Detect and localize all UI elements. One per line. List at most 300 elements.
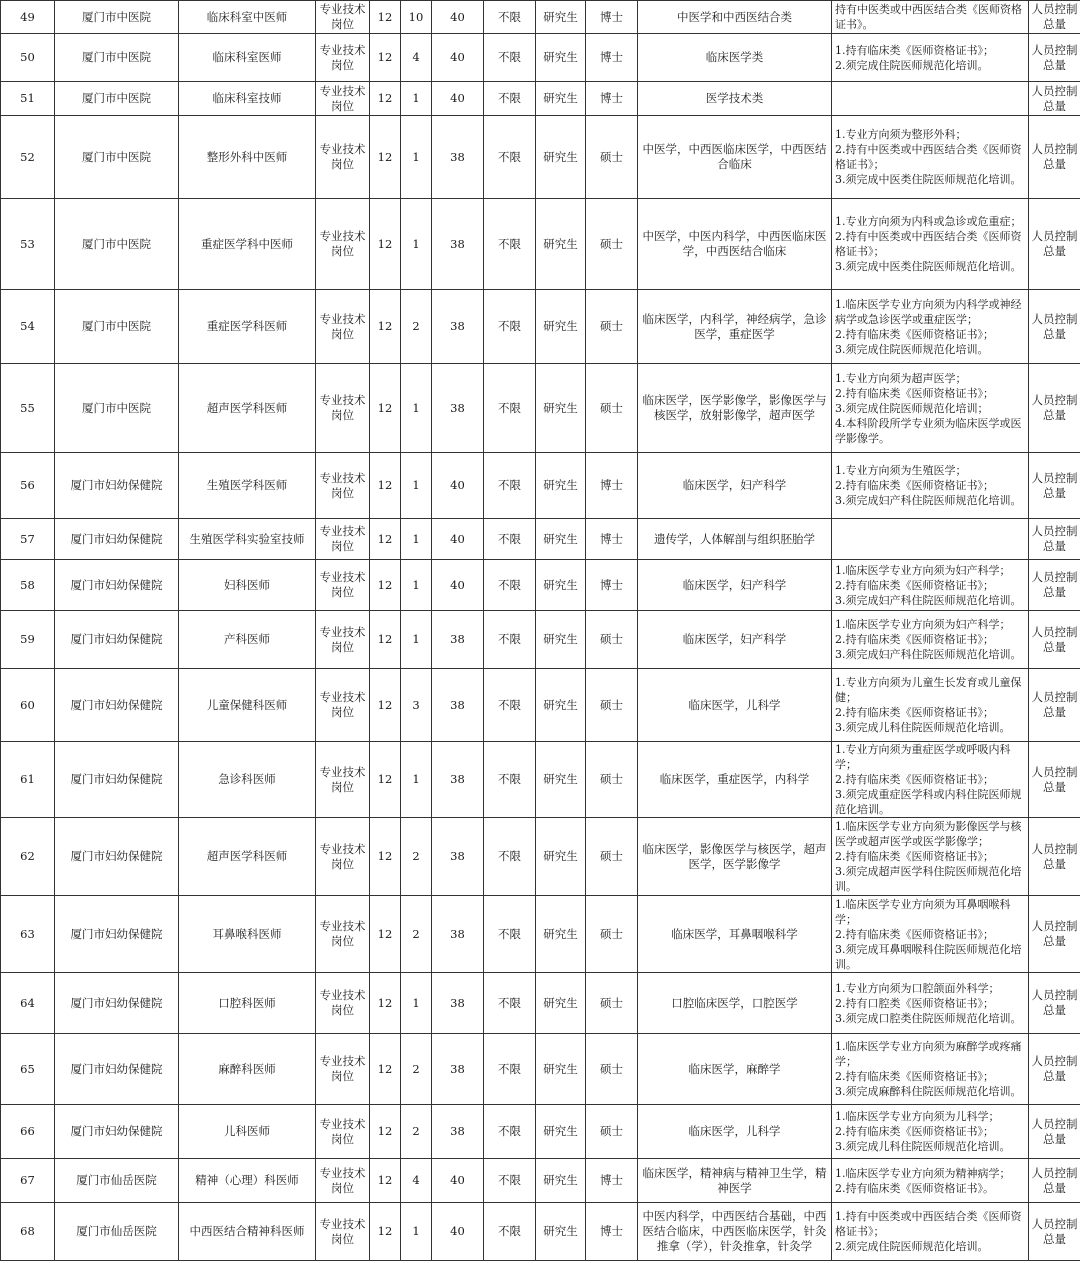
requirement-line: 2.持有临床类《医师资格证书》； (835, 327, 994, 341)
hukou-cell: 不限 (484, 453, 536, 519)
post-cell: 超声医学科医师 (179, 364, 316, 453)
post-cell: 产科医师 (179, 611, 316, 669)
grade-cell: 12 (370, 364, 401, 453)
requirement-line: 1.临床医学专业方向须为妇产科学； (835, 618, 1011, 631)
edu-cell: 研究生 (536, 364, 586, 453)
req-cell (832, 742, 1029, 818)
ctrl-cell: 人员控制总量 (1029, 34, 1080, 82)
num-cell: 1 (401, 199, 432, 290)
req-cell (832, 82, 1029, 116)
req-cell (832, 1105, 1029, 1159)
unit-cell: 厦门市妇幼保健院 (55, 560, 179, 611)
type-cell: 专业技术岗位 (316, 560, 370, 611)
hukou-cell: 不限 (484, 896, 536, 973)
ctrl-cell: 人员控制总量 (1029, 519, 1080, 560)
requirement-line: 2.持有中医类或中西医结合类《医师资格证书》； (835, 230, 1022, 258)
age-cell: 40 (432, 82, 484, 116)
type-cell: 专业技术岗位 (316, 519, 370, 560)
ctrl-cell: 人员控制总量 (1029, 82, 1080, 116)
degree-cell: 博士 (586, 1, 638, 34)
degree-cell: 博士 (586, 560, 638, 611)
requirement-line: 2.持有临床类《医师资格证书》； (835, 1125, 994, 1138)
req-cell (832, 1203, 1029, 1261)
table-row (1, 896, 1080, 973)
type-cell: 专业技术岗位 (316, 1034, 370, 1105)
table-row (1, 290, 1080, 364)
requirement-line: 2.持有临床类《医师资格证书》； (835, 578, 994, 592)
age-cell: 38 (432, 742, 484, 818)
requirement-line: 3.须完成口腔类住院医师规范化培训。 (835, 1011, 1022, 1025)
req-cell (832, 669, 1029, 742)
no-cell: 64 (1, 973, 55, 1034)
requirement-line: 1.临床医学专业方向须为耳鼻咽喉科学； (835, 897, 1011, 926)
requirement-line: 2.持有临床类《医师资格证书》。 (835, 1181, 994, 1195)
req-cell (832, 453, 1029, 519)
ctrl-cell: 人员控制总量 (1029, 290, 1080, 364)
hukou-cell: 不限 (484, 611, 536, 669)
type-cell: 专业技术岗位 (316, 82, 370, 116)
unit-cell: 厦门市妇幼保健院 (55, 669, 179, 742)
age-cell: 38 (432, 116, 484, 199)
degree-cell: 博士 (586, 1203, 638, 1261)
requirement-line: 2.须完成住院医师规范化培训。 (835, 1240, 989, 1253)
requirement-line: 3.须完成住院医师规范化培训。 (835, 342, 989, 356)
post-cell: 精神（心理）科医师 (179, 1159, 316, 1203)
grade-cell: 12 (370, 818, 401, 896)
edu-cell: 研究生 (536, 290, 586, 364)
req-cell (832, 34, 1029, 82)
table-row (1, 199, 1080, 290)
age-cell: 38 (432, 818, 484, 896)
table-row (1, 818, 1080, 896)
post-cell: 生殖医学科医师 (179, 453, 316, 519)
grade-cell: 12 (370, 290, 401, 364)
grade-cell: 12 (370, 116, 401, 199)
ctrl-cell: 人员控制总量 (1029, 818, 1080, 896)
edu-cell: 研究生 (536, 1159, 586, 1203)
major-cell: 临床医学，影像医学与核医学，超声医学，医学影像学 (638, 818, 832, 896)
requirement-line: 3.须完成儿科住院医师规范化培训。 (835, 721, 1011, 734)
no-cell: 53 (1, 199, 55, 290)
num-cell: 3 (401, 669, 432, 742)
major-cell: 遗传学，人体解剖与组织胚胎学 (638, 519, 832, 560)
grade-cell: 12 (370, 1159, 401, 1203)
ctrl-cell: 人员控制总量 (1029, 896, 1080, 973)
major-cell: 临床医学，重症医学，内科学 (638, 742, 832, 818)
degree-cell: 硕士 (586, 669, 638, 742)
num-cell: 2 (401, 290, 432, 364)
major-cell: 临床医学类 (638, 34, 832, 82)
table-row (1, 1034, 1080, 1105)
unit-cell: 厦门市妇幼保健院 (55, 1034, 179, 1105)
requirement-line: 1.专业方向须为儿童生长发育或儿童保健； (835, 676, 1022, 704)
post-cell: 儿科医师 (179, 1105, 316, 1159)
no-cell: 56 (1, 453, 55, 519)
num-cell: 1 (401, 611, 432, 669)
major-cell: 临床医学，妇产科学 (638, 611, 832, 669)
requirement-line: 1.持有临床类《医师资格证书》； (835, 43, 994, 57)
ctrl-cell: 人员控制总量 (1029, 669, 1080, 742)
type-cell: 专业技术岗位 (316, 453, 370, 519)
table-row (1, 1105, 1080, 1159)
table-row (1, 519, 1080, 560)
ctrl-cell: 人员控制总量 (1029, 1203, 1080, 1261)
degree-cell: 硕士 (586, 1105, 638, 1159)
type-cell: 专业技术岗位 (316, 34, 370, 82)
type-cell: 专业技术岗位 (316, 742, 370, 818)
requirement-line: 3.须完成中医类住院医师规范化培训。 (835, 173, 1022, 186)
ctrl-cell: 人员控制总量 (1029, 1105, 1080, 1159)
req-cell (832, 116, 1029, 199)
unit-cell: 厦门市妇幼保健院 (55, 519, 179, 560)
type-cell: 专业技术岗位 (316, 896, 370, 973)
table-row (1, 82, 1080, 116)
edu-cell: 研究生 (536, 669, 586, 742)
age-cell: 40 (432, 1159, 484, 1203)
requirement-line: 1.临床医学专业方向须为妇产科学； (835, 563, 1011, 577)
major-cell: 临床医学，内科学，神经病学，急诊医学，重症医学 (638, 290, 832, 364)
hukou-cell: 不限 (484, 1159, 536, 1203)
hukou-cell: 不限 (484, 560, 536, 611)
major-cell: 临床医学，精神病与精神卫生学，精神医学 (638, 1159, 832, 1203)
type-cell: 专业技术岗位 (316, 818, 370, 896)
requirement-line: 1.临床医学专业方向须为儿科学； (835, 1110, 1000, 1123)
post-cell: 临床科室技师 (179, 82, 316, 116)
requirement-line: 2.持有临床类《医师资格证书》； (835, 479, 994, 492)
no-cell: 68 (1, 1203, 55, 1261)
major-cell: 中医学和中西医结合类 (638, 1, 832, 34)
table-row (1, 453, 1080, 519)
no-cell: 67 (1, 1159, 55, 1203)
hukou-cell: 不限 (484, 199, 536, 290)
post-cell: 临床科室中医师 (179, 1, 316, 34)
requirement-line: 2.持有临床类《医师资格证书》； (835, 633, 994, 646)
grade-cell: 12 (370, 973, 401, 1034)
requirement-line: 3.须完成妇产科住院医师规范化培训。 (835, 648, 1022, 661)
table-row (1, 34, 1080, 82)
major-cell: 中医学，中西医临床医学，中西医结合临床 (638, 116, 832, 199)
grade-cell: 12 (370, 1203, 401, 1261)
unit-cell: 厦门市中医院 (55, 82, 179, 116)
hukou-cell: 不限 (484, 1105, 536, 1159)
num-cell: 1 (401, 364, 432, 453)
edu-cell: 研究生 (536, 1105, 586, 1159)
ctrl-cell: 人员控制总量 (1029, 364, 1080, 453)
requirement-line: 2.持有中医类或中西医结合类《医师资格证书》； (835, 143, 1022, 171)
unit-cell: 厦门市中医院 (55, 34, 179, 82)
num-cell: 1 (401, 82, 432, 116)
unit-cell: 厦门市仙岳医院 (55, 1159, 179, 1203)
ctrl-cell: 人员控制总量 (1029, 611, 1080, 669)
major-cell: 临床医学，妇产科学 (638, 453, 832, 519)
unit-cell: 厦门市妇幼保健院 (55, 896, 179, 973)
requirement-line: 2.持有口腔类《医师资格证书》； (835, 996, 994, 1010)
major-cell: 中医内科学，中西医结合基础，中西医结合临床，中西医临床医学，针灸推拿（学），针灸推拿，针灸学 (638, 1203, 832, 1261)
type-cell: 专业技术岗位 (316, 611, 370, 669)
req-cell (832, 973, 1029, 1034)
degree-cell: 硕士 (586, 896, 638, 973)
major-cell: 临床医学，儿科学 (638, 1105, 832, 1159)
post-cell: 耳鼻喉科医师 (179, 896, 316, 973)
type-cell: 专业技术岗位 (316, 1159, 370, 1203)
major-cell: 临床医学，麻醉学 (638, 1034, 832, 1105)
table-row (1, 669, 1080, 742)
requirement-line: 3.须完成妇产科住院医师规范化培训。 (835, 494, 1022, 507)
num-cell: 2 (401, 1034, 432, 1105)
post-cell: 临床科室医师 (179, 34, 316, 82)
requirement-line: 1.临床医学专业方向须为影像医学与核医学或超声医学或医学影像学； (835, 820, 1022, 848)
edu-cell: 研究生 (536, 199, 586, 290)
edu-cell: 研究生 (536, 519, 586, 560)
num-cell: 1 (401, 973, 432, 1034)
post-cell: 生殖医学科实验室技师 (179, 519, 316, 560)
table-row (1, 116, 1080, 199)
no-cell: 54 (1, 290, 55, 364)
age-cell: 40 (432, 560, 484, 611)
edu-cell: 研究生 (536, 116, 586, 199)
degree-cell: 博士 (586, 453, 638, 519)
ctrl-cell: 人员控制总量 (1029, 742, 1080, 818)
grade-cell: 12 (370, 82, 401, 116)
requirement-line: 1.临床医学专业方向须为麻醉学或疼痛学； (835, 1040, 1022, 1068)
no-cell: 55 (1, 364, 55, 453)
edu-cell: 研究生 (536, 453, 586, 519)
requirement-line: 3.须完成重症医学科或内科住院医师规范化培训。 (835, 788, 1022, 816)
edu-cell: 研究生 (536, 34, 586, 82)
post-cell: 急诊科医师 (179, 742, 316, 818)
no-cell: 59 (1, 611, 55, 669)
post-cell: 超声医学科医师 (179, 818, 316, 896)
table-row (1, 560, 1080, 611)
req-cell (832, 290, 1029, 364)
age-cell: 40 (432, 34, 484, 82)
age-cell: 38 (432, 199, 484, 290)
age-cell: 40 (432, 519, 484, 560)
table-body (1, 1, 1080, 1261)
no-cell: 52 (1, 116, 55, 199)
requirement-line: 2.持有临床类《医师资格证书》； (835, 706, 994, 719)
requirement-line: 3.须完成超声医学科住院医师规范化培训。 (835, 865, 1022, 893)
req-cell (832, 611, 1029, 669)
ctrl-cell: 人员控制总量 (1029, 453, 1080, 519)
unit-cell: 厦门市妇幼保健院 (55, 742, 179, 818)
requirement-line: 3.须完成儿科住院医师规范化培训。 (835, 1140, 1011, 1153)
requirement-line: 1.临床医学专业方向须为精神病学； (835, 1166, 1011, 1180)
num-cell: 4 (401, 1159, 432, 1203)
requirement-line: 1.专业方向须为整形外科； (835, 128, 967, 141)
degree-cell: 硕士 (586, 364, 638, 453)
edu-cell: 研究生 (536, 896, 586, 973)
degree-cell: 博士 (586, 82, 638, 116)
requirement-line: 2.须完成住院医师规范化培训。 (835, 58, 989, 72)
no-cell: 51 (1, 82, 55, 116)
grade-cell: 12 (370, 1105, 401, 1159)
age-cell: 38 (432, 973, 484, 1034)
req-cell (832, 896, 1029, 973)
type-cell: 专业技术岗位 (316, 1105, 370, 1159)
grade-cell: 12 (370, 669, 401, 742)
req-cell (832, 1034, 1029, 1105)
req-cell (832, 519, 1029, 560)
num-cell: 1 (401, 742, 432, 818)
ctrl-cell: 人员控制总量 (1029, 560, 1080, 611)
grade-cell: 12 (370, 742, 401, 818)
type-cell: 专业技术岗位 (316, 973, 370, 1034)
hukou-cell: 不限 (484, 290, 536, 364)
no-cell: 61 (1, 742, 55, 818)
requirement-line: 3.须完成妇产科住院医师规范化培训。 (835, 593, 1022, 607)
hukou-cell: 不限 (484, 34, 536, 82)
age-cell: 38 (432, 896, 484, 973)
num-cell: 2 (401, 896, 432, 973)
ctrl-cell: 人员控制总量 (1029, 1159, 1080, 1203)
edu-cell: 研究生 (536, 611, 586, 669)
major-cell: 中医学，中医内科学，中西医临床医学，中西医结合临床 (638, 199, 832, 290)
no-cell: 62 (1, 818, 55, 896)
num-cell: 4 (401, 34, 432, 82)
degree-cell: 博士 (586, 34, 638, 82)
num-cell: 10 (401, 1, 432, 34)
major-cell: 医学技术类 (638, 82, 832, 116)
degree-cell: 硕士 (586, 973, 638, 1034)
degree-cell: 硕士 (586, 116, 638, 199)
age-cell: 40 (432, 1, 484, 34)
unit-cell: 厦门市妇幼保健院 (55, 973, 179, 1034)
requirement-line: 1.专业方向须为超声医学； (835, 371, 967, 385)
post-cell: 麻醉科医师 (179, 1034, 316, 1105)
hukou-cell: 不限 (484, 818, 536, 896)
requirement-line: 1.专业方向须为生殖医学； (835, 464, 967, 477)
num-cell: 1 (401, 116, 432, 199)
edu-cell: 研究生 (536, 973, 586, 1034)
hukou-cell: 不限 (484, 364, 536, 453)
edu-cell: 研究生 (536, 82, 586, 116)
degree-cell: 硕士 (586, 199, 638, 290)
no-cell: 63 (1, 896, 55, 973)
requirement-line: 3.须完成住院医师规范化培训； (835, 401, 989, 415)
unit-cell: 厦门市妇幼保健院 (55, 611, 179, 669)
type-cell: 专业技术岗位 (316, 1203, 370, 1261)
unit-cell: 厦门市中医院 (55, 116, 179, 199)
edu-cell: 研究生 (536, 818, 586, 896)
age-cell: 38 (432, 290, 484, 364)
grade-cell: 12 (370, 199, 401, 290)
edu-cell: 研究生 (536, 1034, 586, 1105)
unit-cell: 厦门市仙岳医院 (55, 1203, 179, 1261)
hukou-cell: 不限 (484, 116, 536, 199)
post-cell: 儿童保健科医师 (179, 669, 316, 742)
ctrl-cell: 人员控制总量 (1029, 116, 1080, 199)
grade-cell: 12 (370, 453, 401, 519)
ctrl-cell: 人员控制总量 (1029, 973, 1080, 1034)
no-cell: 49 (1, 1, 55, 34)
major-cell: 临床医学，耳鼻咽喉科学 (638, 896, 832, 973)
grade-cell: 12 (370, 896, 401, 973)
requirement-line: 4.本科阶段所学专业须为临床医学或医学影像学。 (835, 416, 1022, 445)
requirement-line: 持有中医类或中西医结合类《医师资格证书》。 (835, 3, 1022, 31)
degree-cell: 硕士 (586, 611, 638, 669)
no-cell: 57 (1, 519, 55, 560)
table-row (1, 1203, 1080, 1261)
unit-cell: 厦门市中医院 (55, 1, 179, 34)
unit-cell: 厦门市妇幼保健院 (55, 453, 179, 519)
req-cell (832, 818, 1029, 896)
grade-cell: 12 (370, 1, 401, 34)
age-cell: 38 (432, 1034, 484, 1105)
requirement-line: 2.持有临床类《医师资格证书》； (835, 1070, 994, 1083)
grade-cell: 12 (370, 34, 401, 82)
edu-cell: 研究生 (536, 742, 586, 818)
age-cell: 38 (432, 1105, 484, 1159)
degree-cell: 硕士 (586, 818, 638, 896)
hukou-cell: 不限 (484, 1203, 536, 1261)
degree-cell: 硕士 (586, 290, 638, 364)
grade-cell: 12 (370, 560, 401, 611)
requirement-line: 1.持有中医类或中西医结合类《医师资格证书》； (835, 1210, 1022, 1238)
requirement-line: 1.专业方向须为口腔颌面外科学； (835, 981, 1000, 995)
unit-cell: 厦门市中医院 (55, 199, 179, 290)
table-row (1, 973, 1080, 1034)
hukou-cell: 不限 (484, 1034, 536, 1105)
grade-cell: 12 (370, 519, 401, 560)
num-cell: 1 (401, 453, 432, 519)
post-cell: 整形外科中医师 (179, 116, 316, 199)
requirement-line: 1.临床医学专业方向须为内科学或神经病学或急诊医学或重症医学； (835, 297, 1022, 326)
post-cell: 口腔科医师 (179, 973, 316, 1034)
requirement-line: 3.须完成耳鼻咽喉科住院医师规范化培训。 (835, 942, 1022, 971)
post-cell: 重症医学科中医师 (179, 199, 316, 290)
type-cell: 专业技术岗位 (316, 669, 370, 742)
edu-cell: 研究生 (536, 560, 586, 611)
age-cell: 38 (432, 364, 484, 453)
age-cell: 38 (432, 611, 484, 669)
age-cell: 40 (432, 1203, 484, 1261)
type-cell: 专业技术岗位 (316, 364, 370, 453)
edu-cell: 研究生 (536, 1, 586, 34)
table-row (1, 1159, 1080, 1203)
hukou-cell: 不限 (484, 669, 536, 742)
req-cell (832, 199, 1029, 290)
unit-cell: 厦门市妇幼保健院 (55, 818, 179, 896)
num-cell: 2 (401, 1105, 432, 1159)
requirement-line: 3.须完成麻醉科住院医师规范化培训。 (835, 1085, 1022, 1098)
degree-cell: 博士 (586, 1159, 638, 1203)
no-cell: 65 (1, 1034, 55, 1105)
num-cell: 1 (401, 560, 432, 611)
degree-cell: 硕士 (586, 742, 638, 818)
type-cell: 专业技术岗位 (316, 199, 370, 290)
requirement-line: 3.须完成中医类住院医师规范化培训。 (835, 260, 1022, 273)
hukou-cell: 不限 (484, 82, 536, 116)
req-cell (832, 1, 1029, 34)
requirement-line: 2.持有临床类《医师资格证书》； (835, 386, 994, 400)
type-cell: 专业技术岗位 (316, 116, 370, 199)
post-cell: 中西医结合精神科医师 (179, 1203, 316, 1261)
age-cell: 40 (432, 453, 484, 519)
hukou-cell: 不限 (484, 742, 536, 818)
no-cell: 58 (1, 560, 55, 611)
major-cell: 口腔临床医学，口腔医学 (638, 973, 832, 1034)
table-row (1, 364, 1080, 453)
req-cell (832, 364, 1029, 453)
requirement-line: 2.持有临床类《医师资格证书》； (835, 927, 994, 941)
type-cell: 专业技术岗位 (316, 290, 370, 364)
degree-cell: 硕士 (586, 1034, 638, 1105)
degree-cell: 博士 (586, 519, 638, 560)
requirement-line: 2.持有临床类《医师资格证书》； (835, 773, 994, 786)
hukou-cell: 不限 (484, 519, 536, 560)
unit-cell: 厦门市妇幼保健院 (55, 1105, 179, 1159)
